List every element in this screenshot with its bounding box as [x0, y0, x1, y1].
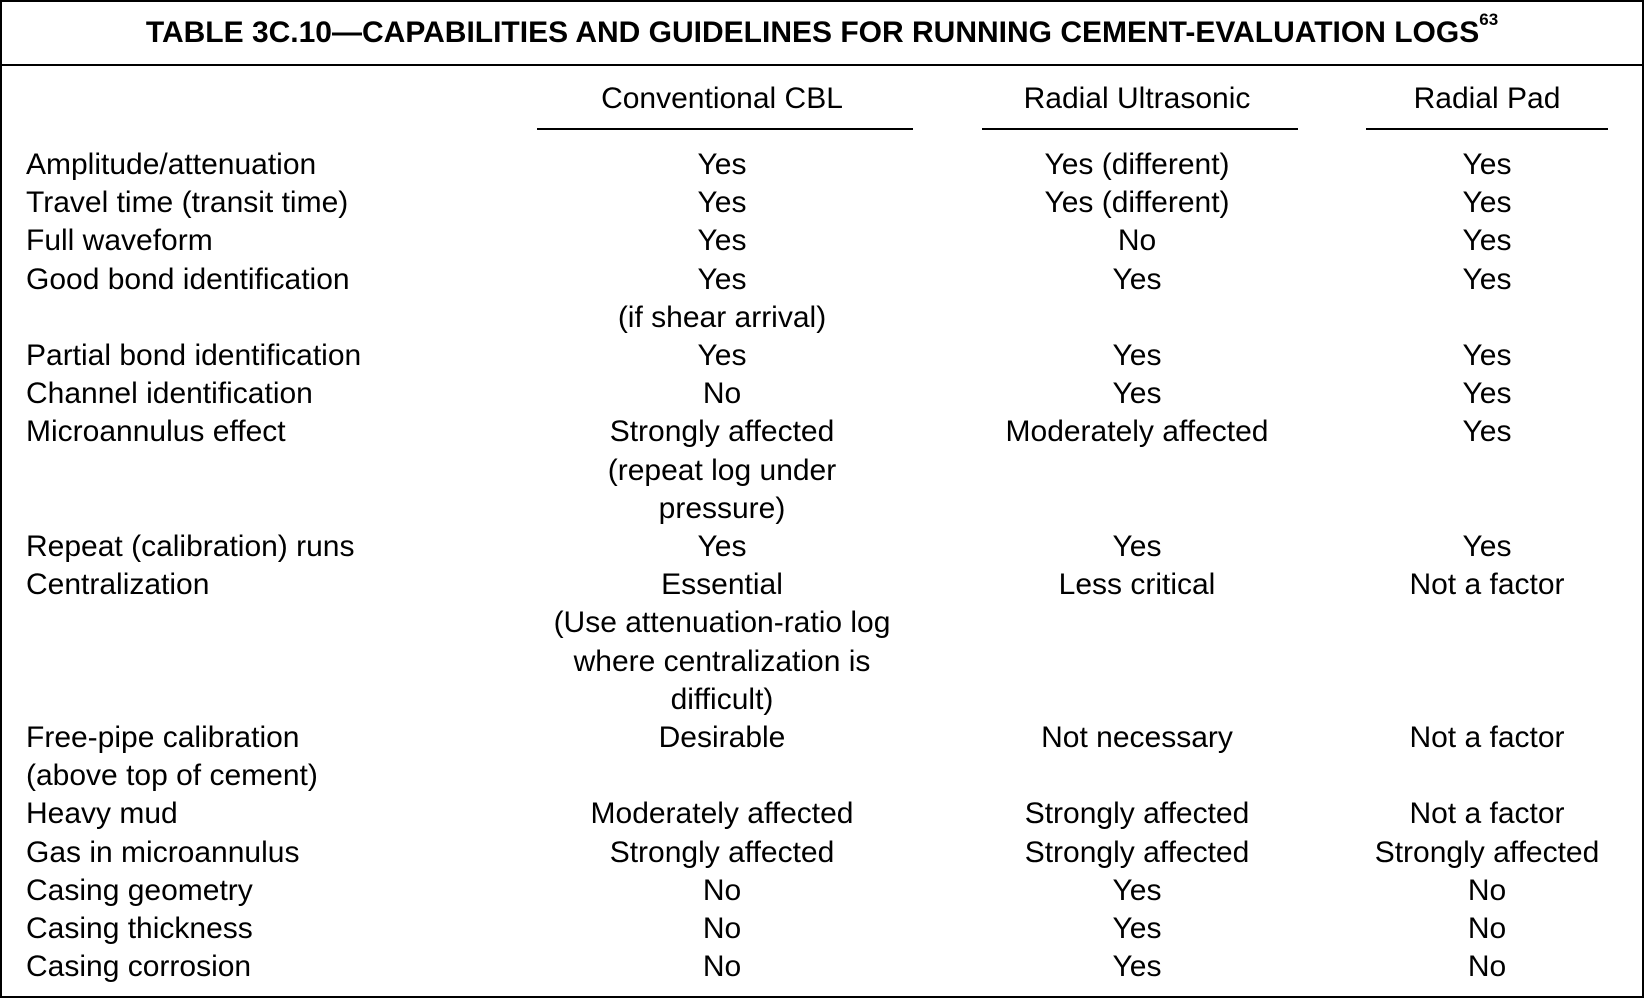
cell-radial-pad: Yes [1462, 339, 1512, 372]
column-header-radial-ultrasonic: Radial Ultrasonic [1023, 82, 1251, 115]
table-title [2, 10, 1642, 50]
cell-conventional-cbl: No [702, 873, 742, 907]
cell-conventional-cbl: (if shear arrival) [617, 300, 827, 334]
cell-radial-pad: Yes [1462, 530, 1512, 563]
cell-radial-ultrasonic: Not necessary [1041, 721, 1233, 754]
row-label: Repeat (calibration) runs [26, 530, 355, 563]
row-label: Good bond identification [26, 262, 350, 296]
cell-conventional-cbl: Yes [697, 262, 747, 296]
cell-conventional-cbl: difficult) [670, 682, 774, 716]
row-label: Channel identification [26, 377, 313, 411]
cell-conventional-cbl: No [702, 912, 742, 945]
table-row [2, 643, 1642, 681]
table-row [2, 719, 1642, 757]
cell-radial-ultrasonic: Strongly affected [1024, 797, 1250, 831]
table-row [2, 528, 1642, 566]
row-label: Gas in microannulus [26, 835, 300, 869]
row-label: Free-pipe calibration [26, 721, 300, 754]
cell-conventional-cbl: Essential [661, 568, 783, 602]
cell-radial-pad: Not a factor [1409, 721, 1565, 754]
row-label: Centralization [26, 568, 210, 602]
row-label: Travel time (transit time) [26, 186, 349, 220]
column-header-rule-2 [982, 128, 1298, 130]
cell-radial-ultrasonic: Yes [1112, 377, 1162, 411]
cell-radial-ultrasonic: Yes [1112, 950, 1162, 984]
cell-conventional-cbl: Yes [697, 530, 747, 563]
cell-radial-pad: No [1467, 873, 1507, 907]
column-header-conventional-cbl: Conventional CBL [601, 82, 843, 115]
cell-radial-ultrasonic: Strongly affected [1024, 835, 1250, 869]
row-label: Casing corrosion [26, 950, 252, 984]
cell-radial-ultrasonic: Yes [1112, 530, 1162, 563]
table-row [2, 337, 1642, 375]
row-label: Partial bond identification [26, 339, 362, 372]
cell-conventional-cbl: Strongly affected [609, 835, 835, 869]
cell-radial-pad: Not a factor [1409, 568, 1565, 602]
table-row [2, 681, 1642, 719]
row-label: Casing thickness [26, 912, 253, 945]
column-header-rule-3 [1366, 128, 1608, 130]
table-row [2, 757, 1642, 795]
table-row [2, 604, 1642, 642]
cell-conventional-cbl: (repeat log under [607, 453, 837, 487]
table-row [2, 910, 1642, 948]
table-row [2, 566, 1642, 604]
table-row [2, 375, 1642, 413]
table-row [2, 184, 1642, 222]
row-label: Heavy mud [26, 797, 178, 831]
cell-radial-ultrasonic: Yes [1112, 873, 1162, 907]
table-row [2, 222, 1642, 260]
column-header-rule-1 [537, 128, 913, 130]
cell-conventional-cbl: (Use attenuation-ratio log [553, 606, 891, 640]
table-row [2, 948, 1642, 986]
cell-radial-pad: Yes [1462, 377, 1512, 411]
cell-radial-ultrasonic: Yes [1112, 262, 1162, 296]
cell-radial-pad: Yes [1462, 415, 1512, 449]
column-header-radial-pad: Radial Pad [1413, 82, 1561, 115]
cell-radial-pad: No [1467, 950, 1507, 984]
cell-conventional-cbl: Yes [697, 224, 747, 258]
cell-radial-pad: Strongly affected [1374, 835, 1600, 869]
table-row [2, 146, 1642, 184]
cell-radial-pad: Yes [1462, 224, 1512, 258]
cell-radial-pad: No [1467, 912, 1507, 945]
cell-conventional-cbl: Strongly affected [609, 415, 835, 449]
cell-radial-ultrasonic: No [1117, 224, 1157, 258]
table-row [2, 872, 1642, 910]
table-title-text: TABLE 3C.10—CAPABILITIES AND GUIDELINES FOR RUNNING CEMENT-EVALUATION LOGS [145, 16, 1480, 49]
table-row [2, 490, 1642, 528]
table-title-bar [2, 2, 1642, 66]
cell-radial-ultrasonic: Yes (different) [1044, 148, 1230, 181]
cell-conventional-cbl: where centralization is [573, 644, 871, 678]
cell-conventional-cbl: Moderately affected [590, 797, 854, 831]
cell-conventional-cbl: Yes [697, 186, 747, 220]
cell-radial-pad: Yes [1462, 262, 1512, 296]
table-row [2, 452, 1642, 490]
cell-radial-pad: Yes [1462, 186, 1512, 220]
cell-conventional-cbl: Yes [697, 339, 747, 372]
table-row [2, 795, 1642, 833]
cell-radial-ultrasonic: Yes [1112, 339, 1162, 372]
cell-conventional-cbl: pressure) [658, 491, 786, 525]
row-label: (above top of cement) [26, 759, 318, 793]
table-row [2, 299, 1642, 337]
cell-conventional-cbl: Yes [697, 148, 747, 181]
cell-radial-ultrasonic: Moderately affected [1005, 415, 1269, 449]
cell-conventional-cbl: No [702, 950, 742, 984]
cell-radial-pad: Yes [1462, 148, 1512, 181]
cell-radial-ultrasonic: Less critical [1058, 568, 1216, 602]
cell-radial-ultrasonic: Yes [1112, 912, 1162, 945]
cell-conventional-cbl: No [702, 377, 742, 411]
row-label: Full waveform [26, 224, 213, 258]
cell-radial-ultrasonic: Yes (different) [1044, 186, 1230, 220]
cell-radial-pad: Not a factor [1409, 797, 1565, 831]
table-row [2, 834, 1642, 872]
cell-conventional-cbl: Desirable [658, 721, 786, 754]
row-label: Amplitude/attenuation [26, 148, 317, 181]
row-label: Microannulus effect [26, 415, 286, 449]
title-footnote: 63 [1479, 10, 1499, 29]
row-label: Casing geometry [26, 873, 253, 907]
table-row [2, 261, 1642, 299]
table-row [2, 413, 1642, 451]
